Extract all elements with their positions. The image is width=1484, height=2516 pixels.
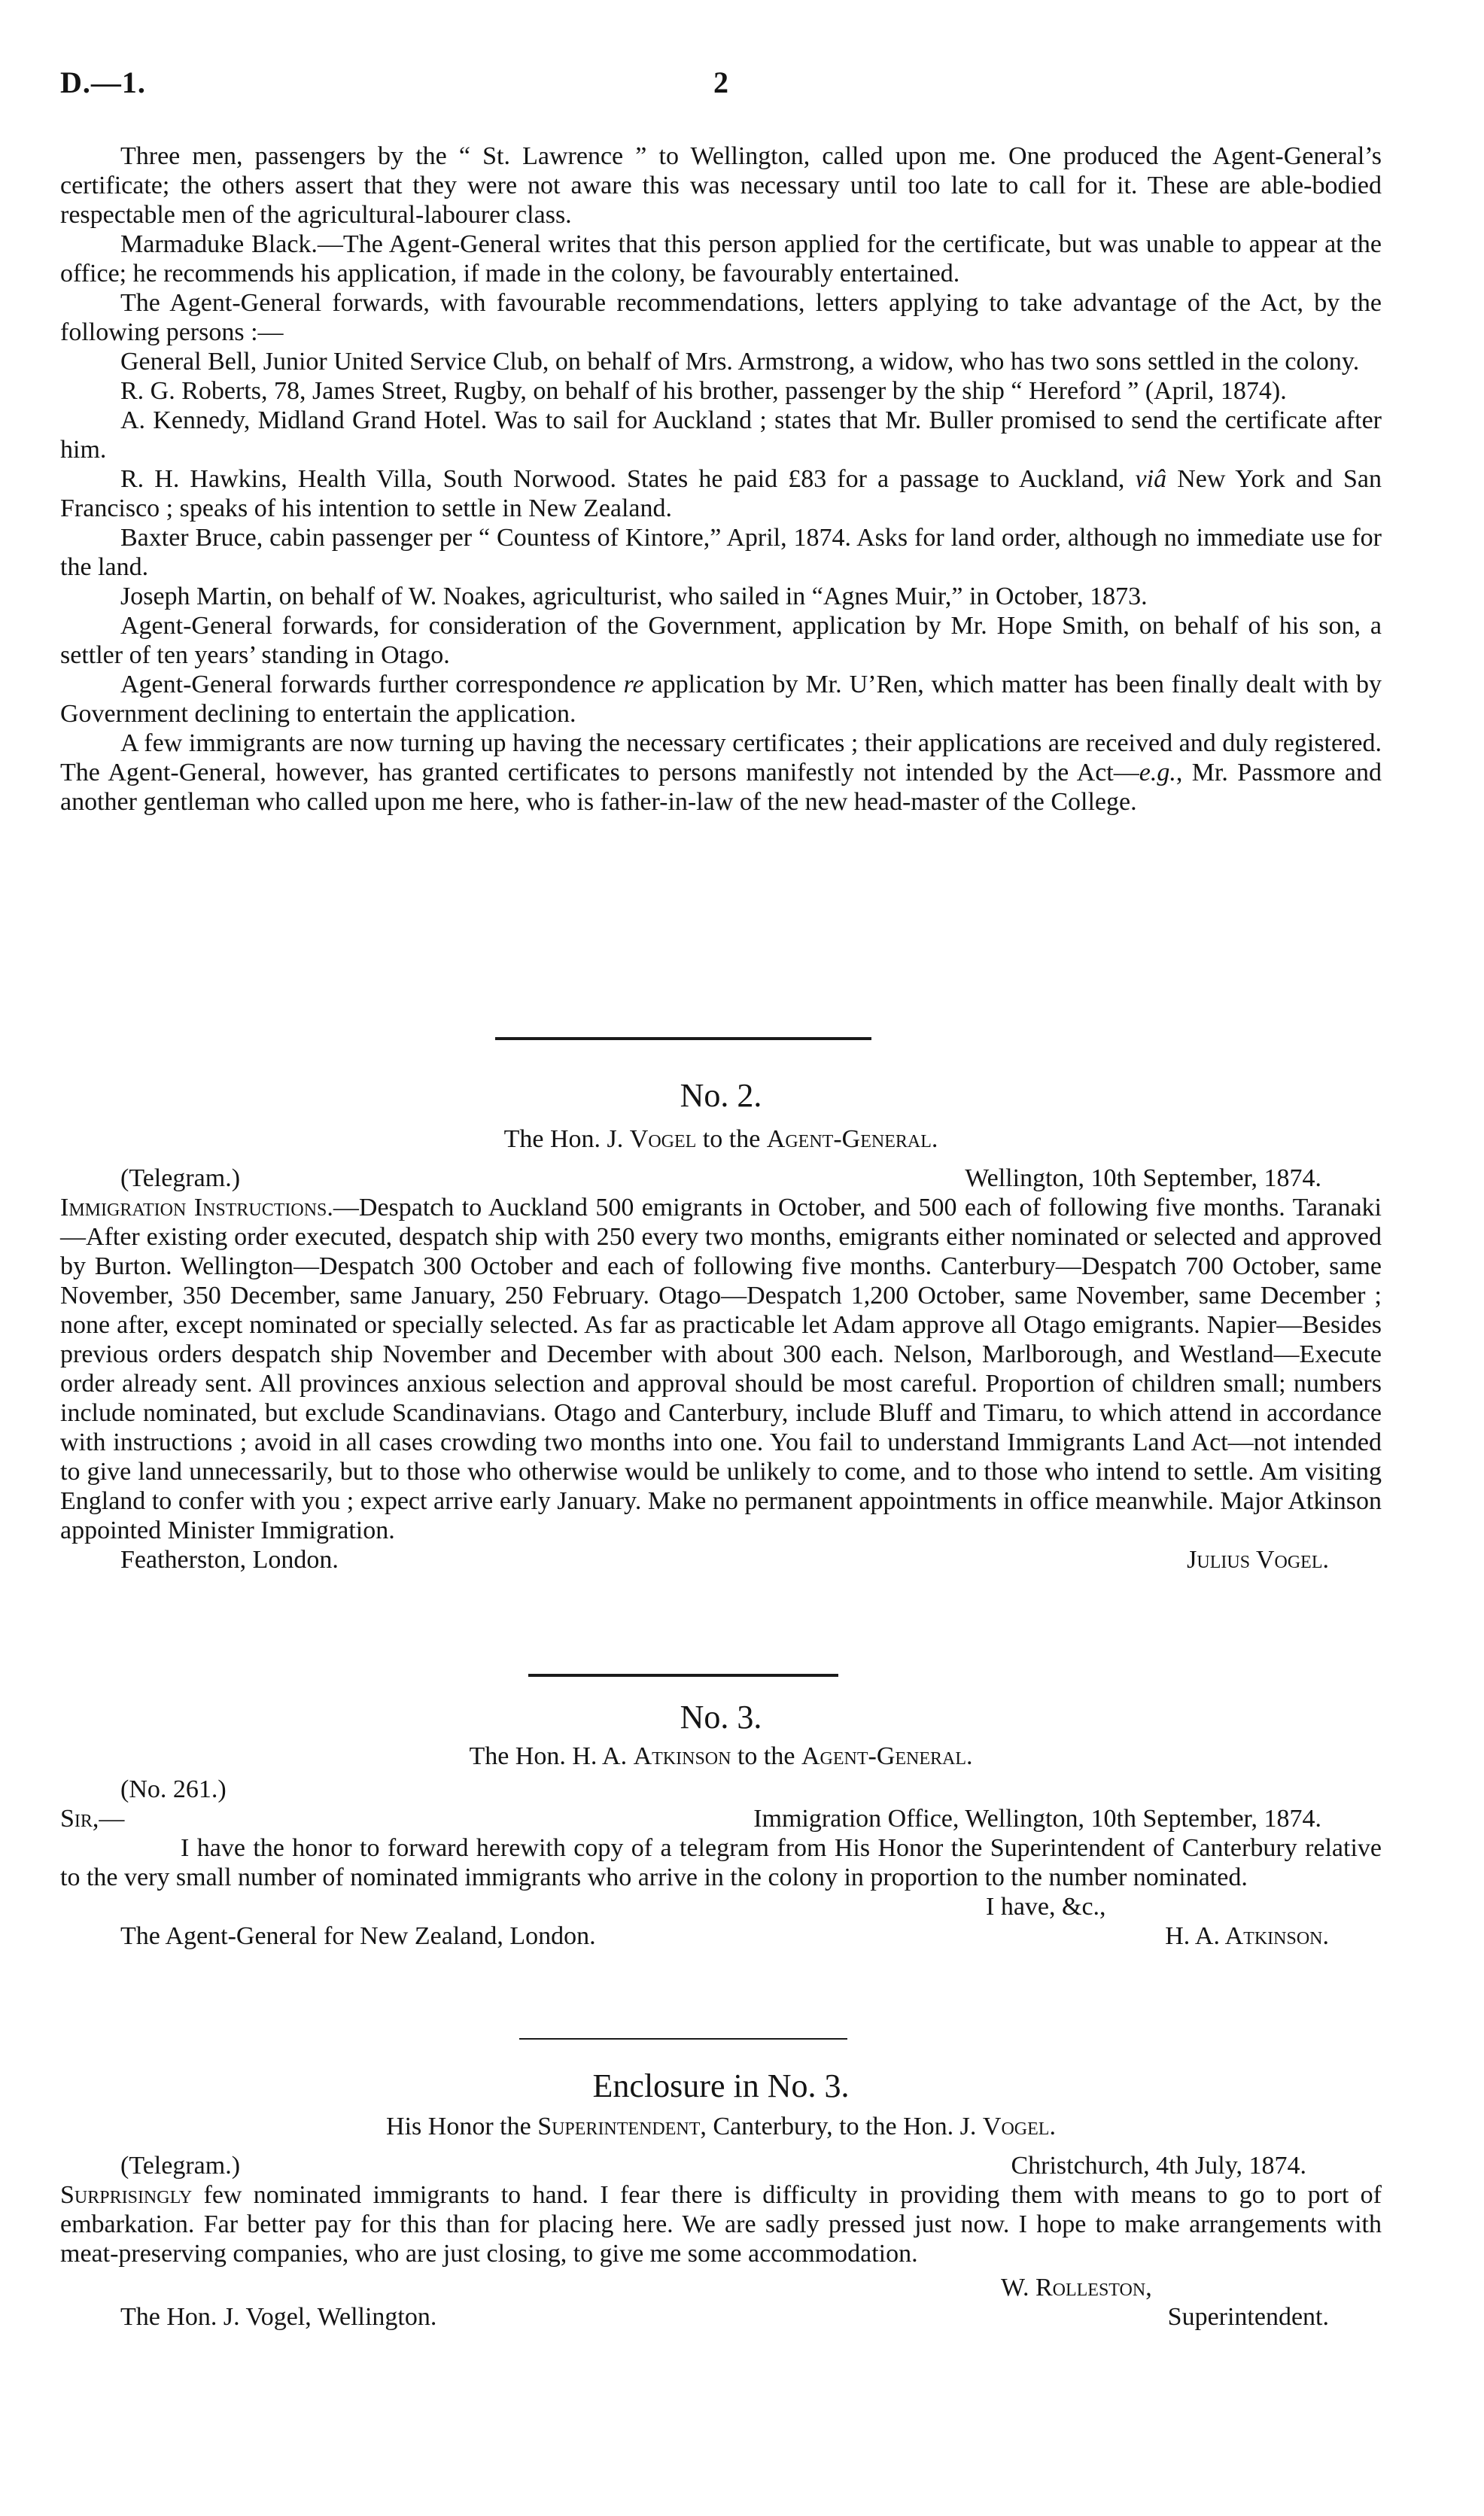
paragraph-passmore: A few immigrants are now turning up having the necessary certificates ; their applications are received and duly registered. The Agent-General, however, has granted certificates to persons manifestly not intended by the Act—e.g., Mr. Passmore and another gentleman who called upon me here, who is father-in-law of the new head-master of the College. — [60, 729, 1382, 816]
section-divider — [528, 1674, 838, 1677]
telegram-line — [60, 1164, 1382, 1193]
paragraph-roberts: R. G. Roberts, 78, James Street, Rugby, on behalf of his brother, passenger by the ship “ Hereford ” (April, 1874). — [120, 377, 1287, 405]
section-subheading: The Hon. H. A. Atkinson to the Agent-General. — [469, 1742, 973, 1770]
telegram-footer — [60, 2302, 1382, 2332]
letter-salutation-line — [60, 1804, 1382, 1833]
telegram-body: Surprisingly few nominated immigrants to hand. I fear there is difficulty in providing them with means to go to port of embarkation. Far better pay for this than for placing here. We are sadly pressed just now. I hope to make arrangements with meat-preserving companies, who are just closing, to give me some accommodation. — [60, 2181, 1382, 2268]
intro-section — [60, 141, 1382, 817]
signature: Julius Vogel. — [1187, 1546, 1329, 1574]
paragraph-hawkins: R. H. Hawkins, Health Villa, South Norwood. States he paid £83 for a passage to Auckland, viâ New York and San Francisco ; speaks of his intention to settle in New Zealand. — [60, 465, 1382, 522]
section-divider — [519, 2038, 847, 2040]
letter-closing: I have, &c., — [986, 1893, 1106, 1921]
telegram-type: (Telegram.) — [120, 2152, 241, 2180]
signatory-title: Superintendent. — [1167, 2303, 1329, 2331]
page-number: 2 — [713, 65, 728, 99]
page-header — [60, 65, 1382, 110]
section-heading: No. 2. — [680, 1077, 762, 1114]
salutation: Sir,— — [60, 1805, 125, 1833]
paragraph-hope-smith: Agent-General forwards, for consideration of the Government, application by Mr. Hope Smith, on behalf of his son, a settler of ten years’ standing in Otago. — [60, 612, 1382, 669]
section-heading: Enclosure in No. 3. — [592, 2067, 850, 2104]
document-reference: D.—1. — [60, 65, 146, 99]
recipient-address: Featherston, London. — [120, 1546, 339, 1574]
place-date: Wellington, 10th September, 1874. — [965, 1164, 1321, 1192]
letter-number: (No. 261.) — [120, 1775, 227, 1803]
section-subheading: The Hon. J. Vogel to the Agent-General. — [503, 1125, 938, 1153]
telegram-body: Immigration Instructions.—Despatch to Auckland 500 emigrants in October, and 500 each of following five months. Taranaki—After existing order executed, despatch ship with 250 every two months, emigrants either nominated or selected and approved by Burton. Wellington—Despatch 300 October and each of following five months. Canterbury—Despatch 700 October, same November, 350 December, same January, 250 February. Otago—Despatch 1,200 October, same November, same December ; none after, except nominated or specially selected. As far as practicable let Adam approve all Otago emigrants. Napier—Besides previous orders despatch ship November and December with about 300 each. Nelson, Marlborough, and Westland—Execute order already sent. All provinces anxious selection and approval should be most careful. Proportion of children small; numbers include nominated, but exclude Scandinavians. Otago and Canterbury, include Bluff and Timaru, to which attend in accordance with instructions ; avoid in all cases crowding two months into one. You fail to understand Immigrants Land Act—not intended to give land unnecessarily, but to those who otherwise would be unlikely to come, and to those who intend to settle. Am visiting England to confer with you ; expect arrive early January. Make no permanent appointments in office meanwhile. Major Atkinson appointed Minister Immigration. — [60, 1194, 1382, 1544]
paragraph-baxter-bruce: Baxter Bruce, cabin passenger per “ Countess of Kintore,” April, 1874. Asks for land order, although no immediate use for the land. — [60, 524, 1382, 581]
telegram-footer — [60, 1545, 1382, 1574]
paragraph-general-bell: General Bell, Junior United Service Club, on behalf of Mrs. Armstrong, a widow, who has two sons settled in the colony. — [120, 348, 1360, 376]
recipient-address: The Hon. J. Vogel, Wellington. — [120, 2303, 437, 2331]
letter-footer — [60, 1921, 1382, 1951]
signature: H. A. Atkinson. — [1165, 1922, 1329, 1950]
paragraph-uren: Agent-General forwards further correspondence re application by Mr. U’Ren, which matter has been finally dealt with by Government declining to entertain the application. — [60, 671, 1382, 728]
section-subheading: His Honor the Superintendent, Canterbury, to the Hon. J. Vogel. — [386, 2113, 1056, 2140]
section-no-2 — [60, 1075, 1382, 1574]
paragraph-joseph-martin: Joseph Martin, on behalf of W. Noakes, agriculturist, who sailed in “Agnes Muir,” in October, 1873. — [120, 583, 1148, 610]
section-no-3 — [60, 1696, 1382, 1951]
signature: W. Rolleston, — [1001, 2274, 1152, 2302]
place-date: Christchurch, 4th July, 1874. — [1011, 2152, 1306, 2180]
section-heading: No. 3. — [680, 1699, 762, 1736]
paragraph-kennedy: A. Kennedy, Midland Grand Hotel. Was to sail for Auckland ; states that Mr. Buller promised to send the certificate after him. — [60, 406, 1382, 464]
document-page — [60, 0, 1382, 2516]
section-divider — [495, 1037, 871, 1040]
place-date: Immigration Office, Wellington, 10th September, 1874. — [753, 1805, 1321, 1833]
paragraph-marmaduke-black: Marmaduke Black.—The Agent-General writes that this person applied for the certificate, but was unable to appear at the office; he recommends his application, if made in the colony, be favourably entertained. — [60, 230, 1382, 287]
telegram-line — [60, 2151, 1382, 2180]
recipient-address: The Agent-General for New Zealand, London. — [120, 1922, 596, 1950]
telegram-type: (Telegram.) — [120, 1164, 241, 1192]
section-enclosure — [60, 2065, 1382, 2332]
paragraph-st-lawrence: Three men, passengers by the “ St. Lawrence ” to Wellington, called upon me. One produced the Agent-General’s certificate; the others assert that they were not aware this was necessary until too late to call for it. These are able-bodied respectable men of the agricultural-labourer class. — [60, 142, 1382, 229]
paragraph-recommendations: The Agent-General forwards, with favourable recommendations, letters applying to take advantage of the Act, by the following persons :— — [60, 289, 1382, 346]
letter-body: I have the honor to forward herewith copy of a telegram from His Honor the Superintendent of Canterbury relative to the very small number of nominated immigrants who arrive in the colony in proportion to the number nominated. — [60, 1834, 1382, 1891]
